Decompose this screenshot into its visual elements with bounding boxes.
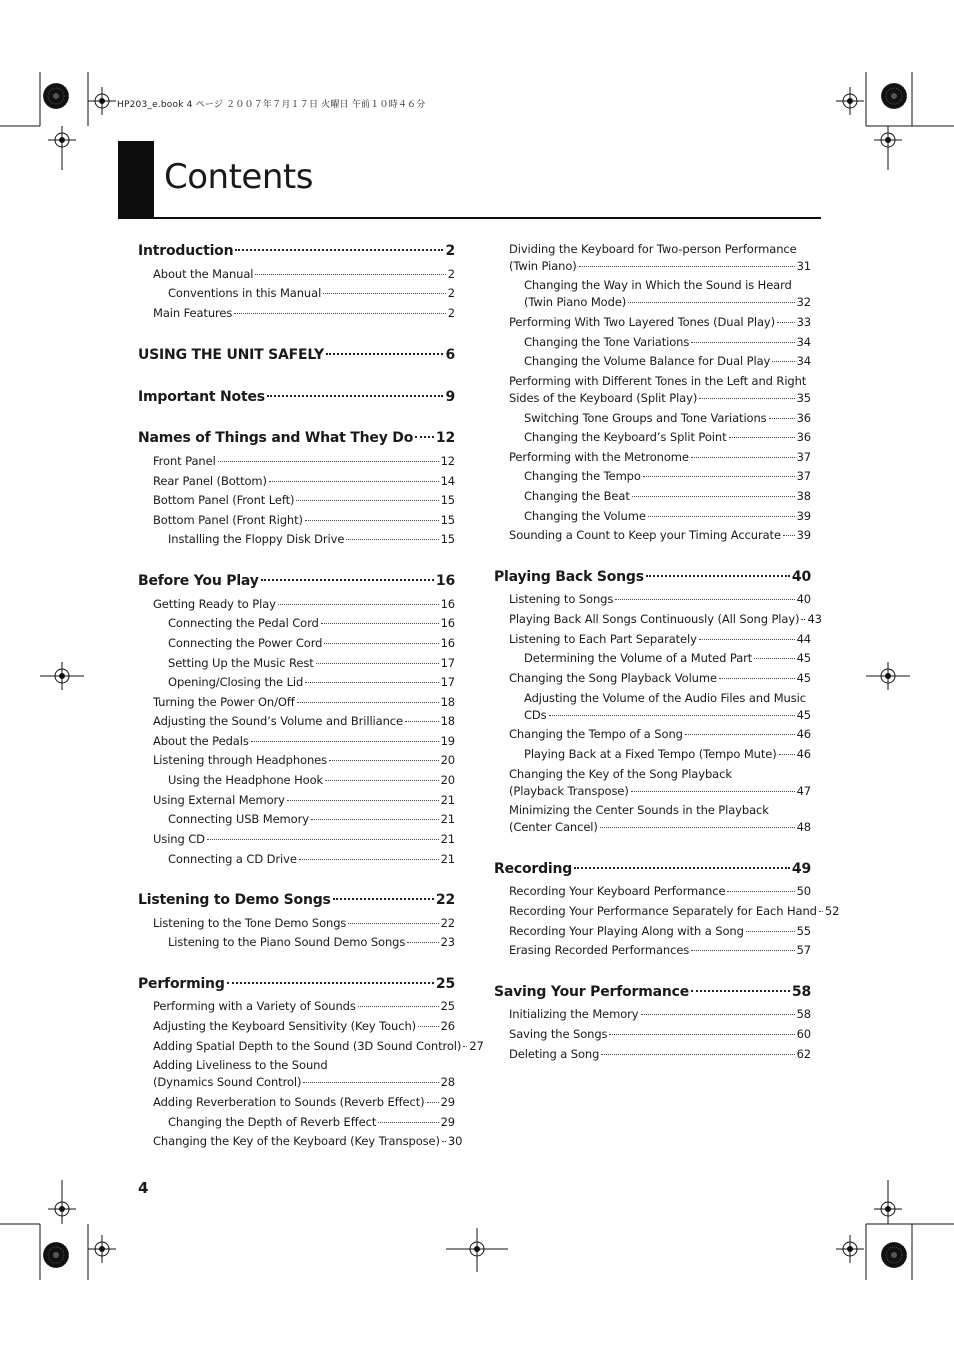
toc-entry-text: Changing the Key of the Song Playback <box>509 767 732 781</box>
toc-page-number: 16 <box>440 636 455 650</box>
toc-entry[interactable] <box>168 532 455 546</box>
toc-entry-text: Conventions in this Manual <box>168 286 322 300</box>
toc-page-number: 19 <box>440 734 455 748</box>
toc-page-number: 15 <box>440 493 455 507</box>
dot-leader <box>251 741 439 742</box>
toc-page-number: 33 <box>796 315 811 329</box>
toc-entry[interactable] <box>153 714 455 728</box>
dot-leader <box>729 437 795 438</box>
toc-entry-text: Using the Headphone Hook <box>168 773 324 787</box>
dot-leader <box>329 760 439 761</box>
toc-page-number: 20 <box>440 773 455 787</box>
toc-page-number: 58 <box>796 1007 811 1021</box>
toc-entry[interactable] <box>168 1115 455 1129</box>
dot-leader <box>769 418 795 419</box>
toc-entry-text: Minimizing the Center Sounds in the Playback <box>509 803 769 817</box>
toc-page-number: 12 <box>435 430 455 446</box>
dot-leader <box>326 353 444 355</box>
toc-entry[interactable] <box>509 1047 811 1061</box>
dot-leader <box>579 266 795 267</box>
dot-leader <box>305 520 439 521</box>
toc-entry-text: Listening through Headphones <box>153 753 327 767</box>
toc-page-number: 22 <box>435 892 455 908</box>
toc-entry[interactable] <box>509 727 811 741</box>
dot-leader <box>691 342 794 343</box>
toc-entry[interactable] <box>168 616 455 630</box>
toc-entry[interactable] <box>524 489 811 503</box>
toc-entry[interactable] <box>524 469 811 483</box>
toc-entry[interactable] <box>524 708 811 722</box>
dot-leader <box>378 1122 438 1123</box>
dot-leader <box>574 867 790 869</box>
dot-leader <box>691 990 790 992</box>
dot-leader <box>323 293 446 294</box>
title-block-bar <box>118 141 154 219</box>
dot-leader <box>297 702 439 703</box>
toc-entry-text: Changing the Way in Which the Sound is Heard <box>524 278 792 292</box>
toc-entry-text: Adding Spatial Depth to the Sound (3D Sound Control) <box>153 1039 462 1053</box>
dot-leader <box>267 395 444 397</box>
toc-entry-text: Listening to the Tone Demo Songs <box>153 916 347 930</box>
dot-leader <box>303 1082 438 1083</box>
toc-page-number: 62 <box>796 1047 811 1061</box>
toc-page-number: 18 <box>440 695 455 709</box>
toc-entry-text: Changing the Tone Variations <box>524 335 690 349</box>
toc-entry-text: Connecting the Pedal Cord <box>168 616 319 630</box>
toc-page-number: 14 <box>440 474 455 488</box>
toc-page-number: 28 <box>440 1075 455 1089</box>
dot-leader <box>632 496 795 497</box>
dot-leader <box>358 1006 439 1007</box>
toc-entry-text: Changing the Volume <box>524 509 646 523</box>
toc-entry[interactable] <box>509 820 811 834</box>
toc-page-number: 45 <box>796 708 811 722</box>
toc-entry-text: Using CD <box>153 832 205 846</box>
toc-entry-text: Bottom Panel (Front Right) <box>153 513 303 527</box>
page-number: 4 <box>138 1179 149 1197</box>
toc-page-number: 45 <box>796 671 811 685</box>
toc-page-number: 15 <box>440 513 455 527</box>
dot-leader <box>407 942 438 943</box>
toc-page-number: 45 <box>796 651 811 665</box>
toc-page-number: 16 <box>440 616 455 630</box>
toc-entry[interactable] <box>153 832 455 846</box>
toc-entry[interactable] <box>168 852 455 866</box>
toc-page-number: 37 <box>796 450 811 464</box>
toc-page-number: 16 <box>435 573 455 589</box>
toc-page-number: 36 <box>796 430 811 444</box>
toc-page-number: 6 <box>445 347 455 363</box>
toc-page-number: 9 <box>445 389 455 405</box>
toc-entry[interactable] <box>168 935 455 949</box>
toc-entry-text: Introduction <box>138 243 234 259</box>
toc-entry[interactable] <box>509 259 811 273</box>
toc-page-number: 30 <box>447 1134 463 1148</box>
toc-entry-text-continued: (Center Cancel) <box>509 820 598 834</box>
toc-entry-text: Performing with Different Tones in the Left and Right <box>509 374 807 388</box>
file-info-header: HP203_e.book 4 ページ ２００７年７月１７日 火曜日 午前１０時４６分 <box>117 100 426 110</box>
dot-leader <box>699 398 794 399</box>
toc-entry-text: Switching Tone Groups and Tone Variations <box>524 411 767 425</box>
toc-entry[interactable] <box>168 773 455 787</box>
toc-entry[interactable] <box>509 612 822 626</box>
dot-leader <box>819 911 823 912</box>
toc-entry[interactable] <box>509 1027 811 1041</box>
toc-entry-text: Recording Your Performance Separately for Each Hand <box>509 904 817 918</box>
toc-entry-text: Names of Things and What They Do <box>138 430 414 446</box>
toc-entry[interactable] <box>153 1095 455 1109</box>
toc-entry-text-continued: CDs <box>524 708 547 722</box>
toc-page-number: 21 <box>440 852 455 866</box>
toc-entry-text: Playing Back All Songs Continuously (All Song Play) <box>509 612 800 626</box>
toc-page-number: 47 <box>796 784 811 798</box>
toc-page-number: 25 <box>440 999 455 1013</box>
toc-entry[interactable] <box>153 753 455 767</box>
toc-section-heading[interactable] <box>138 347 455 363</box>
toc-entry[interactable] <box>168 636 455 650</box>
toc-entry-text: Getting Ready to Play <box>153 597 276 611</box>
toc-entry[interactable] <box>153 513 455 527</box>
toc-entry-text: Adjusting the Volume of the Audio Files and Music <box>524 691 806 705</box>
toc-entry[interactable] <box>168 286 455 300</box>
toc-entry-text: Listening to the Piano Sound Demo Songs <box>168 935 406 949</box>
toc-section-heading[interactable] <box>138 892 455 908</box>
toc-section-heading[interactable] <box>138 573 455 589</box>
toc-entry-text: Changing the Keyboard’s Split Point <box>524 430 727 444</box>
toc-entry-text: Changing the Key of the Keyboard (Key Transpose) <box>153 1134 440 1148</box>
toc-entry-text-continued: Sides of the Keyboard (Split Play) <box>509 391 698 405</box>
toc-entry[interactable] <box>524 509 811 523</box>
toc-entry[interactable] <box>524 411 811 425</box>
toc-page-number: 49 <box>791 861 811 877</box>
toc-entry[interactable] <box>509 315 811 329</box>
toc-page-number: 34 <box>796 354 811 368</box>
toc-entry[interactable] <box>153 267 455 281</box>
dot-leader <box>427 1102 439 1103</box>
title-underline <box>118 217 821 219</box>
toc-entry[interactable] <box>509 884 811 898</box>
dot-leader <box>754 658 794 659</box>
toc-entry-text: Important Notes <box>138 389 265 405</box>
dot-leader <box>783 535 795 536</box>
dot-leader <box>615 599 794 600</box>
toc-entry[interactable] <box>524 747 811 761</box>
toc-entry-text: Changing the Tempo of a Song <box>509 727 683 741</box>
toc-entry-text: Installing the Floppy Disk Drive <box>168 532 345 546</box>
dot-leader <box>601 1054 794 1055</box>
toc-entry[interactable] <box>509 592 811 606</box>
dot-leader <box>727 891 794 892</box>
toc-entry[interactable] <box>153 1019 455 1033</box>
dot-leader <box>348 923 438 924</box>
dot-leader <box>648 516 795 517</box>
toc-entry-text: Saving Your Performance <box>494 984 690 1000</box>
toc-entry-text-continued: (Twin Piano) <box>509 259 577 273</box>
toc-page-number: 52 <box>824 904 840 918</box>
toc-entry-text: Setting Up the Music Rest <box>168 656 314 670</box>
toc-entry-text-continued: (Playback Transpose) <box>509 784 629 798</box>
toc-entry[interactable] <box>153 793 455 807</box>
toc-entry-text: Performing with the Metronome <box>509 450 689 464</box>
toc-entry-text: Main Features <box>153 306 233 320</box>
toc-page-number: 46 <box>796 727 811 741</box>
toc-page-number: 58 <box>791 984 811 1000</box>
toc-page-number: 18 <box>440 714 455 728</box>
toc-entry-text: Saving the Songs <box>509 1027 608 1041</box>
toc-entry[interactable] <box>509 632 811 646</box>
toc-entry-text: Initializing the Memory <box>509 1007 639 1021</box>
dot-leader <box>801 619 805 620</box>
toc-page-number: 26 <box>440 1019 455 1033</box>
toc-entry-text: Changing the Volume Balance for Dual Play <box>524 354 771 368</box>
toc-entry-text: Connecting USB Memory <box>168 812 309 826</box>
dot-leader <box>418 1026 439 1027</box>
toc-entry[interactable] <box>524 295 811 309</box>
toc-page-number: 2 <box>447 286 455 300</box>
dot-leader <box>255 274 445 275</box>
toc-entry-text: Connecting a CD Drive <box>168 852 297 866</box>
toc-entry[interactable] <box>153 493 455 507</box>
toc-entry[interactable] <box>509 450 811 464</box>
dot-leader <box>646 575 790 577</box>
toc-entry[interactable] <box>509 924 811 938</box>
toc-entry-text: Recording Your Keyboard Performance <box>509 884 726 898</box>
toc-entry-text: Performing With Two Layered Tones (Dual Play) <box>509 315 776 329</box>
toc-entry-text: Using External Memory <box>153 793 285 807</box>
toc-page-number: 22 <box>440 916 455 930</box>
toc-page-number: 17 <box>440 675 455 689</box>
toc-section-heading[interactable] <box>494 569 811 585</box>
dot-leader <box>207 839 439 840</box>
dot-leader <box>779 754 795 755</box>
toc-page-number: 21 <box>440 793 455 807</box>
toc-entry[interactable] <box>168 812 455 826</box>
dot-leader <box>442 1141 446 1142</box>
toc-entry-text: Front Panel <box>153 454 216 468</box>
toc-page-number: 2 <box>447 306 455 320</box>
dot-leader <box>299 859 439 860</box>
toc-entry-text: Adjusting the Sound’s Volume and Brilliance <box>153 714 403 728</box>
dot-leader <box>278 604 439 605</box>
dot-leader <box>227 982 434 984</box>
toc-page-number: 40 <box>796 592 811 606</box>
toc-page-number: 48 <box>796 820 811 834</box>
toc-entry-text: Determining the Volume of a Muted Part <box>524 651 753 665</box>
toc-page-number: 12 <box>440 454 455 468</box>
toc-page-number: 36 <box>796 411 811 425</box>
dot-leader <box>325 780 438 781</box>
dot-leader <box>287 800 439 801</box>
toc-page-number: 27 <box>469 1039 484 1053</box>
dot-leader <box>405 721 439 722</box>
dot-leader <box>218 461 439 462</box>
dot-leader <box>772 361 794 362</box>
dot-leader <box>324 643 438 644</box>
toc-page-number: 17 <box>440 656 455 670</box>
toc-page-number: 50 <box>796 884 811 898</box>
toc-entry-text-continued: (Dynamics Sound Control) <box>153 1075 302 1089</box>
toc-section-heading[interactable] <box>494 984 811 1000</box>
toc-entry[interactable] <box>509 943 811 957</box>
toc-page-number: 29 <box>440 1095 455 1109</box>
toc-entry[interactable] <box>524 354 811 368</box>
toc-entry-text: Changing the Tempo <box>524 469 641 483</box>
dot-leader <box>316 663 439 664</box>
toc-entry-text: Adding Reverberation to Sounds (Reverb Effect) <box>153 1095 425 1109</box>
dot-leader <box>305 682 438 683</box>
toc-page-number: 29 <box>440 1115 455 1129</box>
toc-page-number: 44 <box>796 632 811 646</box>
toc-section-heading[interactable] <box>138 243 455 259</box>
toc-entry[interactable] <box>524 651 811 665</box>
toc-entry-text-continued: (Twin Piano Mode) <box>524 295 627 309</box>
toc-entry[interactable] <box>509 671 811 685</box>
toc-entry[interactable] <box>153 1075 455 1089</box>
toc-page-number: 31 <box>796 259 811 273</box>
toc-page-number: 38 <box>796 489 811 503</box>
dot-leader <box>311 819 439 820</box>
toc-entry[interactable] <box>524 430 811 444</box>
dot-leader <box>415 436 434 438</box>
toc-entry-text: Before You Play <box>138 573 259 589</box>
dot-leader <box>643 476 795 477</box>
toc-entry-text: Opening/Closing the Lid <box>168 675 304 689</box>
toc-entry-text: Changing the Beat <box>524 489 630 503</box>
toc-entry-text: Rear Panel (Bottom) <box>153 474 267 488</box>
toc-entry[interactable] <box>153 306 455 320</box>
toc-entry[interactable] <box>153 474 455 488</box>
toc-page-number: 40 <box>791 569 811 585</box>
toc-entry-text: Sounding a Count to Keep your Timing Accurate <box>509 528 781 542</box>
toc-entry[interactable] <box>153 597 455 611</box>
dot-leader <box>269 481 439 482</box>
toc-entry-text: Playing Back at a Fixed Tempo (Tempo Mute) <box>524 747 777 761</box>
toc-entry-text: Recording Your Playing Along with a Song <box>509 924 744 938</box>
toc-page-number: 39 <box>796 509 811 523</box>
toc-entry-text: USING THE UNIT SAFELY <box>138 347 324 363</box>
toc-entry[interactable] <box>168 675 455 689</box>
dot-leader <box>631 791 795 792</box>
toc-page-number: 35 <box>796 391 811 405</box>
dot-leader <box>719 678 795 679</box>
toc-entry-text: Erasing Recorded Performances <box>509 943 690 957</box>
toc-entry-text: Adjusting the Keyboard Sensitivity (Key Touch) <box>153 1019 417 1033</box>
dot-leader <box>261 579 434 581</box>
toc-entry[interactable] <box>153 454 455 468</box>
toc-page-number: 37 <box>796 469 811 483</box>
toc-entry-text: Listening to Songs <box>509 592 614 606</box>
dot-leader <box>234 313 446 314</box>
toc-entry[interactable] <box>153 1039 484 1053</box>
toc-entry[interactable] <box>509 391 811 405</box>
toc-entry[interactable] <box>153 916 455 930</box>
dot-leader <box>321 623 439 624</box>
toc-entry[interactable] <box>168 656 455 670</box>
dot-leader <box>463 1046 467 1047</box>
toc-page-number: 2 <box>447 267 455 281</box>
toc-entry[interactable] <box>509 904 840 918</box>
toc-section-heading[interactable] <box>494 861 811 877</box>
toc-entry[interactable] <box>509 1007 811 1021</box>
toc-entry-text: Performing <box>138 976 225 992</box>
toc-entry[interactable] <box>153 695 455 709</box>
toc-entry-text: Playing Back Songs <box>494 569 644 585</box>
dot-leader <box>641 1014 795 1015</box>
toc-entry-text: Changing the Song Playback Volume <box>509 671 717 685</box>
toc-entry[interactable] <box>153 1134 463 1148</box>
toc-page-number: 21 <box>440 832 455 846</box>
toc-entry-text: Adding Liveliness to the Sound <box>153 1058 328 1072</box>
toc-section-heading[interactable] <box>138 389 455 405</box>
dot-leader <box>600 827 795 828</box>
dot-leader <box>628 302 794 303</box>
toc-entry-text: Turning the Power On/Off <box>153 695 295 709</box>
toc-entry-text: Changing the Depth of Reverb Effect <box>168 1115 377 1129</box>
dot-leader <box>777 322 795 323</box>
toc-page-number: 39 <box>796 528 811 542</box>
dot-leader <box>235 249 443 251</box>
toc-section-heading[interactable] <box>138 430 455 446</box>
toc-entry[interactable] <box>153 734 455 748</box>
toc-page-number: 2 <box>445 243 455 259</box>
toc-page-number: 15 <box>440 532 455 546</box>
dot-leader <box>609 1034 794 1035</box>
toc-page-number: 21 <box>440 812 455 826</box>
toc-page-number: 57 <box>796 943 811 957</box>
toc-entry-text: Listening to Demo Songs <box>138 892 331 908</box>
dot-leader <box>685 734 795 735</box>
toc-entry[interactable] <box>153 999 455 1013</box>
toc-page-number: 16 <box>440 597 455 611</box>
toc-entry[interactable] <box>524 335 811 349</box>
toc-page-number: 43 <box>807 612 822 626</box>
toc-section-heading[interactable] <box>138 976 455 992</box>
toc-entry-text: Performing with a Variety of Sounds <box>153 999 356 1013</box>
toc-entry-text: Bottom Panel (Front Left) <box>153 493 295 507</box>
page-title: Contents <box>164 157 313 197</box>
dot-leader <box>691 457 795 458</box>
toc-page-number: 20 <box>440 753 455 767</box>
toc-entry-text: Deleting a Song <box>509 1047 600 1061</box>
toc-entry-text: Connecting the Power Cord <box>168 636 323 650</box>
dot-leader <box>699 639 795 640</box>
dot-leader <box>333 898 434 900</box>
toc-page-number: 46 <box>796 747 811 761</box>
dot-leader <box>346 539 438 540</box>
toc-entry-text: Recording <box>494 861 573 877</box>
toc-entry[interactable] <box>509 784 811 798</box>
toc-page-number: 34 <box>796 335 811 349</box>
toc-page-number: 23 <box>440 935 455 949</box>
toc-page-number: 60 <box>796 1027 811 1041</box>
toc-page-number: 25 <box>435 976 455 992</box>
toc-entry-text: About the Pedals <box>153 734 249 748</box>
toc-entry[interactable] <box>509 528 811 542</box>
toc-entry-text: Dividing the Keyboard for Two-person Performance <box>509 242 797 256</box>
dot-leader <box>691 950 794 951</box>
toc-page-number: 32 <box>796 295 811 309</box>
dot-leader <box>296 500 438 501</box>
toc-entry-text: About the Manual <box>153 267 254 281</box>
toc-entry-text: Listening to Each Part Separately <box>509 632 697 646</box>
dot-leader <box>746 931 795 932</box>
dot-leader <box>549 715 795 716</box>
toc-page-number: 55 <box>796 924 811 938</box>
